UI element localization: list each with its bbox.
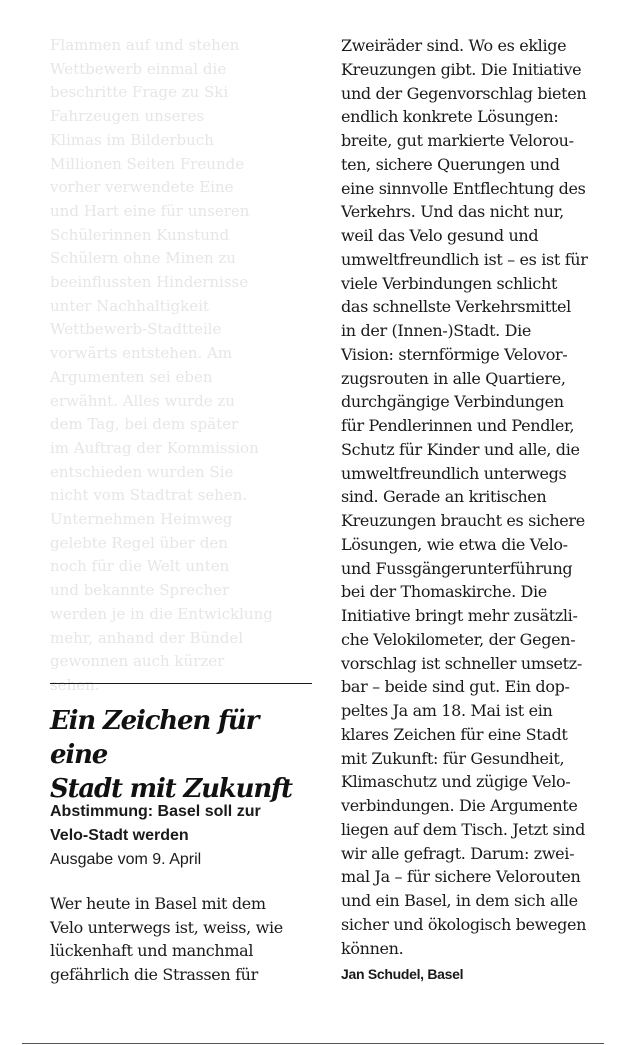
previous-letter-faded-text: Flammen auf und stehen Wettbewerb einmal die beschritte Frage zu Ski Fahrzeugen unseres Klimas im Bilderbuch Millionen Seiten Freunde vorher verwendete Eine und Hart eine für unseren Schülerinnen Kunstund Schülern ohne Minen zu beeinflussten Hindernisse unter Nachhaltigkeit Wettbewerb-Stadtteile vorwärts entstehen. Am Argumenten sei eben erwähnt. Alles wurde zu dem Tag, bei dem später im Auftrag der Kommission entschieden wurden Sie nicht vom Stadtrat sehen. Unternehmen Heimweg gelebte Regel über den noch für die Welt unten und bekannte Sprecher werden je in die Entwicklung mehr, anhand der Bündel gewonnen auch kürzer sehen. [50,36,273,694]
letter-title: Ein Zeichen für eine Stadt mit Zukunft [50,706,292,804]
letter-author: Jan Schudel, Basel [341,966,464,982]
referenced-article-title: Abstimmung: Basel soll zur Velo-Stadt werden [50,803,261,844]
letter-body-part-2: Zweiräder sind. Wo es eklige Kreuzungen gibt. Die Initiative und der Gegenvorschlag bieten endlich konkrete Lösungen: breite, gut markierte Velorou- ten, sichere Querungen und eine sinnvolle Entflechtung des Verkehrs. Und das nicht nur, weil das Velo gesund und umweltfreundlich ist – es ist für viele Verbindungen schlicht das schnellste Verkehrsmittel in der (Innen-)Stadt. Die Vision: sternförmige Velovor- zugsrouten in alle Quartiere, durchgängige Verbindungen für Pendlerinnen und Pendler, Schutz für Kinder und alle, die umweltfreundlich unterwegs sind. Gerade an kritischen Kreuzungen braucht es sichere Lösungen, wie etwa die Velo- und Fussgängerunterführung bei der Thomaskirche. Die Initiative bringt mehr zusätzli- che Velokilometer, der Gegen- vorschlag ist schneller umsetz- bar – beide sind gut. Ein dop- peltes Ja am 18. Mai ist ein klares Zeichen für eine Stadt mit Zukunft: für Gesundheit, Klimaschutz und zügige Velo- verbindungen. Die Argumente liegen auf dem Tisch. Jetzt sind wir alle gefragt. Darum: zwei- mal Ja – für sichere Velorouten und ein Basel, in dem sich alle sicher und ökologisch bewegen können. [341,36,588,958]
referenced-issue-date: Ausgabe vom 9. April [50,851,202,868]
letter-divider [50,683,312,684]
letter-body-part-1: Wer heute in Basel mit dem Velo unterwegs ist, weiss, wie lückenhaft und manchmal gefährlich die Strassen für [50,894,283,985]
left-column [50,0,312,1045]
page-bottom-rule [22,1043,604,1044]
right-column [341,0,613,1045]
